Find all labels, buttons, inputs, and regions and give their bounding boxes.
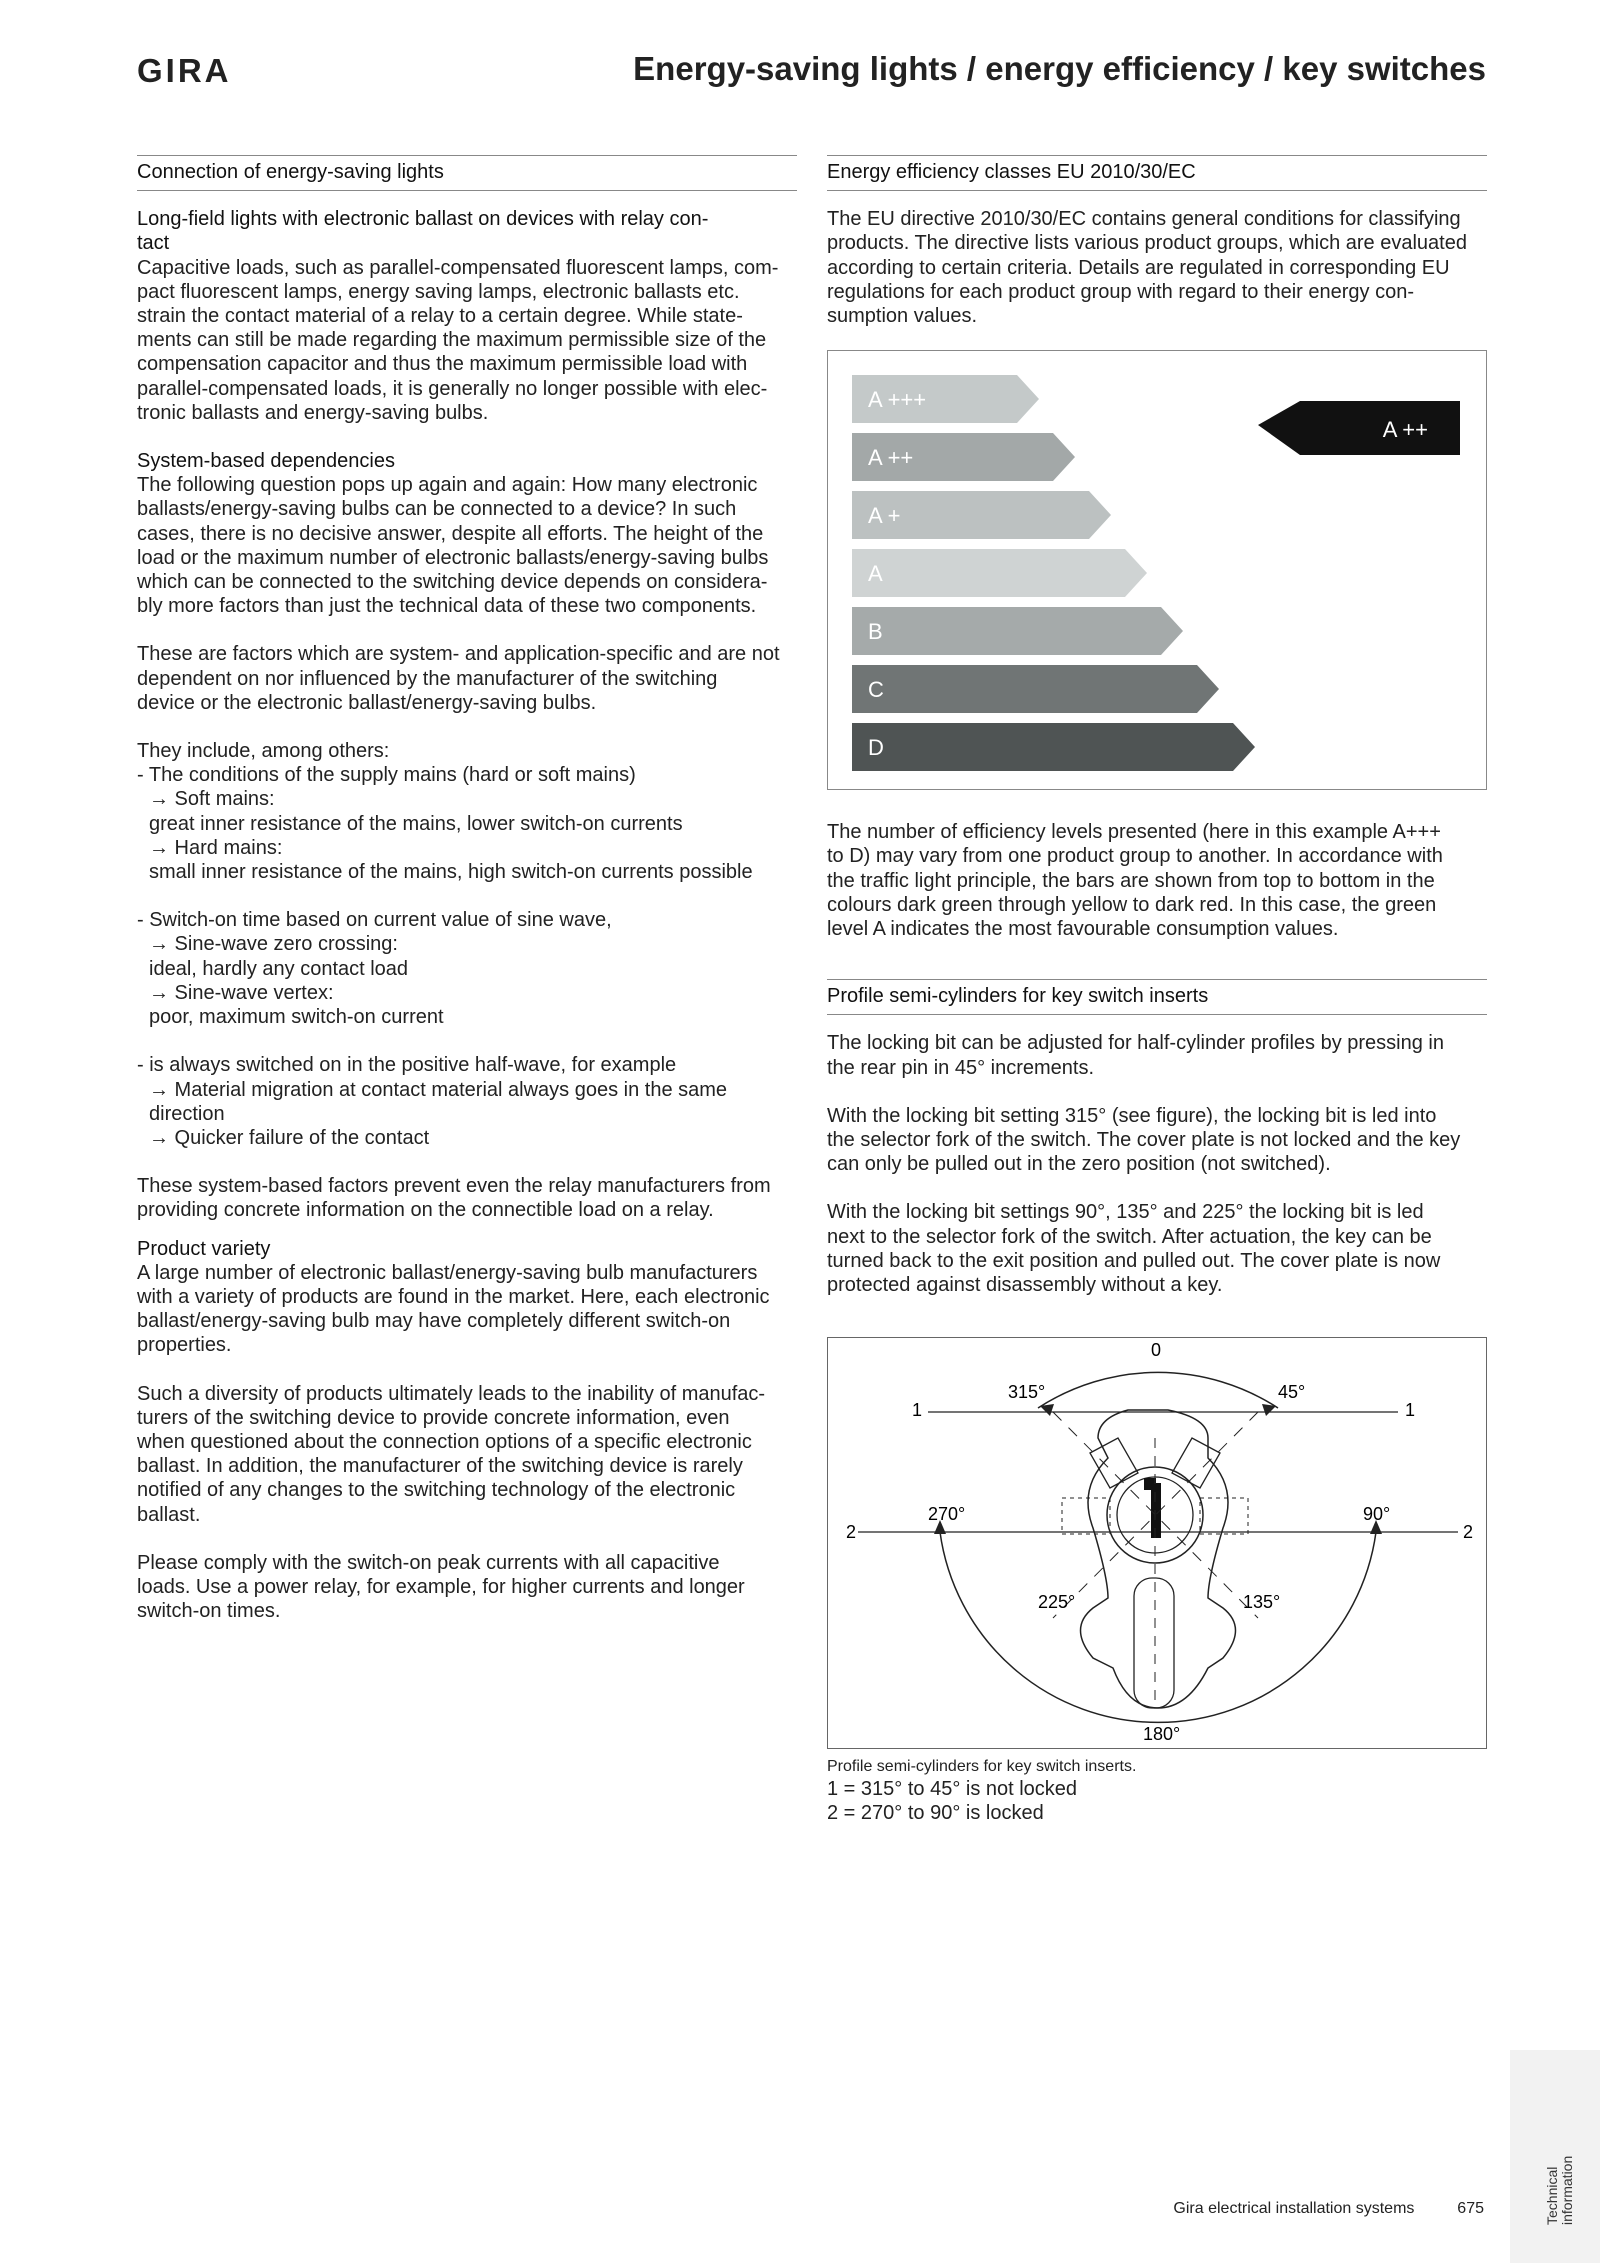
arrow-45 — [1262, 1404, 1276, 1416]
block1-text — [137, 256, 797, 425]
arrow-315 — [1040, 1404, 1054, 1416]
block7-text — [137, 1551, 797, 1624]
text-line: the selector fork of the switch. The cover plate is not locked and the key — [827, 1129, 1461, 1152]
text-line: ballast. In addition, the manufacturer of the switching device is rarely — [137, 1455, 743, 1478]
text-line: the rear pin in 45° increments. — [827, 1056, 1095, 1079]
text-line: sumption values. — [827, 305, 978, 328]
text-line: according to certain criteria. Details are regulated in corresponding EU — [827, 256, 1450, 279]
text-line: regulations for each product group with regard to their energy con- — [827, 280, 1415, 303]
list-subitem: → Soft mains: — [149, 788, 275, 811]
text-line: turers of the switching device to provide concrete information, even — [137, 1406, 730, 1429]
gira-logo: GIRA — [137, 52, 232, 89]
label-line2-left: 2 — [846, 1522, 857, 1543]
list-subitem-desc: small inner resistance of the mains, high switch-on currents possible — [149, 861, 753, 884]
block6-text — [137, 1382, 797, 1527]
text-line: to D) may vary from one product group to another. In accordance with — [827, 845, 1443, 868]
label-45: 45° — [1278, 1382, 1306, 1403]
text-line: The following question pops up again and again: How many electronic — [137, 474, 758, 497]
side-tab-label — [1545, 2156, 1575, 2225]
list-subitem: → Sine-wave zero crossing: — [149, 933, 398, 956]
indicator-label: A ++ — [1382, 417, 1428, 443]
text-line: load or the maximum number of electronic ballasts/energy-saving bulbs — [137, 546, 769, 569]
text-line: properties. — [137, 1334, 232, 1357]
footer — [1173, 2200, 1484, 2218]
text-line: ments can still be made regarding the maximum permissible size of the — [137, 329, 767, 352]
text-line: protected against disassembly without a key. — [827, 1274, 1223, 1297]
text-line: device or the electronic ballast/energy-saving bulbs. — [137, 691, 597, 714]
block4-text — [137, 1174, 797, 1222]
label-270: 270° — [928, 1504, 966, 1525]
text-line: colours dark green through yellow to dark red. In this case, the green — [827, 893, 1437, 916]
text-line: switch-on times. — [137, 1600, 281, 1623]
text-line: providing concrete information on the connectible load on a relay. — [137, 1199, 714, 1222]
block2-title: System-based dependencies — [137, 450, 395, 473]
text-line: with a variety of products are found in the market. Here, each electronic — [137, 1285, 770, 1308]
bit-position-90 — [1200, 1498, 1248, 1534]
text-line: which can be connected to the switching device depends on considera- — [137, 571, 768, 594]
diagram-note-2: 2 = 270° to 90° is locked — [827, 1802, 1044, 1825]
efficiency-bar — [852, 549, 1147, 597]
list-item: - The conditions of the supply mains (hard or soft mains) — [137, 764, 636, 787]
side-tab-line: Technical — [1544, 2166, 1560, 2225]
text-line: strain the contact material of a relay to a certain degree. While state- — [137, 305, 743, 328]
efficiency-bar-label: B — [868, 619, 883, 645]
section1-after-text — [827, 820, 1487, 941]
label-225: 225° — [1038, 1592, 1076, 1613]
diagram-note-1: 1 = 315° to 45° is not locked — [827, 1778, 1078, 1801]
text-line: tronic ballasts and energy-saving bulbs. — [137, 401, 489, 424]
section1-text — [827, 207, 1487, 328]
list-subitem: → Quicker failure of the contact — [149, 1126, 430, 1149]
block1-title-line: tact — [137, 232, 170, 255]
list-subitem: → Material migration at contact material always goes in the same — [149, 1078, 728, 1101]
label-90: 90° — [1363, 1504, 1391, 1525]
text-line: The number of efficiency levels presented (here in this example A+++ — [827, 821, 1441, 844]
efficiency-bar-label: A + — [868, 503, 901, 529]
text-line: bly more factors than just the technical data of these two components. — [137, 595, 757, 618]
text-line: when questioned about the connection options of a specific electronic — [137, 1430, 752, 1453]
label-180: 180° — [1143, 1724, 1181, 1745]
text-line: A large number of electronic ballast/energy-saving bulb manufacturers — [137, 1261, 758, 1284]
text-line: ballast/energy-saving bulb may have completely different switch-on — [137, 1310, 731, 1333]
block2-text — [137, 473, 797, 618]
section2-p3 — [827, 1200, 1487, 1297]
text-line: level A indicates the most favourable consumption values. — [827, 918, 1339, 941]
text-line: compensation capacitor and thus the maximum permissible load with — [137, 353, 748, 376]
right-column — [827, 155, 1487, 1826]
block1-title — [137, 207, 797, 255]
label-line1-right: 1 — [1405, 1400, 1416, 1421]
list-subitem: → Sine-wave vertex: — [149, 981, 334, 1004]
section-title-energy-efficiency: Energy efficiency classes EU 2010/30/EC — [827, 155, 1487, 191]
key-switch-drawing — [828, 1338, 1485, 1747]
efficiency-bar-label: A +++ — [868, 387, 927, 413]
label-line2-right: 2 — [1463, 1522, 1474, 1543]
list-subitem-desc: great inner resistance of the mains, lower switch-on currents — [149, 812, 683, 835]
text-line: the traffic light principle, the bars are shown from top to bottom in the — [827, 869, 1435, 892]
block1-title-line: Long-field lights with electronic ballast on devices with relay con- — [137, 208, 709, 231]
text-line: The EU directive 2010/30/EC contains general conditions for classifying — [827, 208, 1461, 231]
energy-label-graphic — [828, 351, 1485, 788]
section-title-energy-saving-lights: Connection of energy-saving lights — [137, 155, 797, 191]
text-line: ballast. — [137, 1503, 201, 1526]
efficiency-bar-label: C — [868, 677, 884, 703]
text-line: With the locking bit setting 315° (see figure), the locking bit is led into — [827, 1104, 1437, 1127]
text-line: These system-based factors prevent even the relay manufacturers from — [137, 1175, 771, 1198]
text-line: These are factors which are system- and application-specific and are not — [137, 643, 780, 666]
key-bit-top — [1144, 1478, 1156, 1490]
factor-list — [137, 739, 797, 1150]
efficiency-bar-label: A — [868, 561, 883, 587]
locked-arc — [940, 1532, 1376, 1722]
indicator-arrow — [1258, 401, 1460, 455]
list-subitem-desc: poor, maximum switch-on current — [149, 1006, 444, 1029]
text-line: cases, there is no decisive answer, despite all efforts. The height of the — [137, 522, 764, 545]
text-line: dependent on nor influenced by the manufacturer of the switching — [137, 667, 718, 690]
label-135: 135° — [1243, 1592, 1281, 1613]
section2-p2 — [827, 1104, 1487, 1177]
text-line: Please comply with the switch-on peak currents with all capacitive — [137, 1551, 720, 1574]
side-tab-line: information — [1559, 2155, 1575, 2225]
left-column — [137, 155, 797, 1623]
block5-text — [137, 1261, 797, 1358]
efficiency-bar — [852, 723, 1255, 771]
cylinder-outline — [1081, 1410, 1236, 1708]
block5-title: Product variety — [137, 1237, 271, 1260]
text-line: products. The directive lists various product groups, which are evaluated — [827, 232, 1467, 255]
section-title-profile-semi-cylinders: Profile semi-cylinders for key switch inserts — [827, 979, 1487, 1015]
list-subitem: → Hard mains: — [149, 836, 283, 859]
section2-p1 — [827, 1031, 1487, 1079]
text-line: can only be pulled out in the zero position (not switched). — [827, 1153, 1331, 1176]
label-0: 0 — [1150, 1340, 1162, 1361]
text-line: next to the selector fork of the switch. After actuation, the key can be — [827, 1225, 1432, 1248]
efficiency-bar-label: A ++ — [868, 445, 914, 471]
text-line: ballasts/energy-saving bulbs can be connected to a device? In such — [137, 498, 737, 521]
unlocked-arc — [1038, 1373, 1278, 1409]
key-switch-diagram — [827, 1337, 1487, 1749]
efficiency-bar-label: D — [868, 735, 884, 761]
efficiency-indicator — [1258, 401, 1460, 455]
list-subitem-desc: ideal, hardly any contact load — [149, 957, 409, 980]
label-315: 315° — [1008, 1382, 1046, 1403]
page-number: 675 — [1457, 2200, 1484, 2217]
text-line: parallel-compensated loads, it is generally no longer possible with elec- — [137, 377, 768, 400]
text-line: The locking bit can be adjusted for half-cylinder profiles by pressing in — [827, 1032, 1444, 1055]
energy-label — [827, 350, 1487, 790]
efficiency-bar — [852, 665, 1219, 713]
efficiency-bar — [852, 607, 1183, 655]
text-line: notified of any changes to the switching technology of the electronic — [137, 1479, 736, 1502]
block3-text — [137, 642, 797, 715]
list-item: - Switch-on time based on current value of sine wave, — [137, 909, 612, 932]
cylinder-slot — [1134, 1578, 1174, 1708]
diagram-caption: Profile semi-cylinders for key switch inserts. — [827, 1758, 1137, 1776]
text-line: Capacitive loads, such as parallel-compensated fluorescent lamps, com- — [137, 256, 779, 279]
text-line: loads. Use a power relay, for example, for higher currents and longer — [137, 1575, 745, 1598]
page-title: Energy-saving lights / energy efficiency / key switches — [633, 50, 1486, 87]
footer-text: Gira electrical installation systems — [1173, 2200, 1415, 2217]
list-subitem-desc: direction — [149, 1102, 225, 1125]
list-item: - is always switched on in the positive half-wave, for example — [137, 1054, 677, 1077]
label-line1-left: 1 — [912, 1400, 923, 1421]
text-line: Such a diversity of products ultimately leads to the inability of manufac- — [137, 1382, 766, 1405]
bit-position-270 — [1062, 1498, 1110, 1534]
list-intro: They include, among others: — [137, 740, 390, 763]
text-line: pact fluorescent lamps, energy saving lamps, electronic ballasts etc. — [137, 280, 740, 303]
wing-left — [1090, 1438, 1138, 1488]
text-line: turned back to the exit position and pulled out. The cover plate is now — [827, 1249, 1441, 1272]
text-line: With the locking bit settings 90°, 135° and 225° the locking bit is led — [827, 1201, 1424, 1224]
